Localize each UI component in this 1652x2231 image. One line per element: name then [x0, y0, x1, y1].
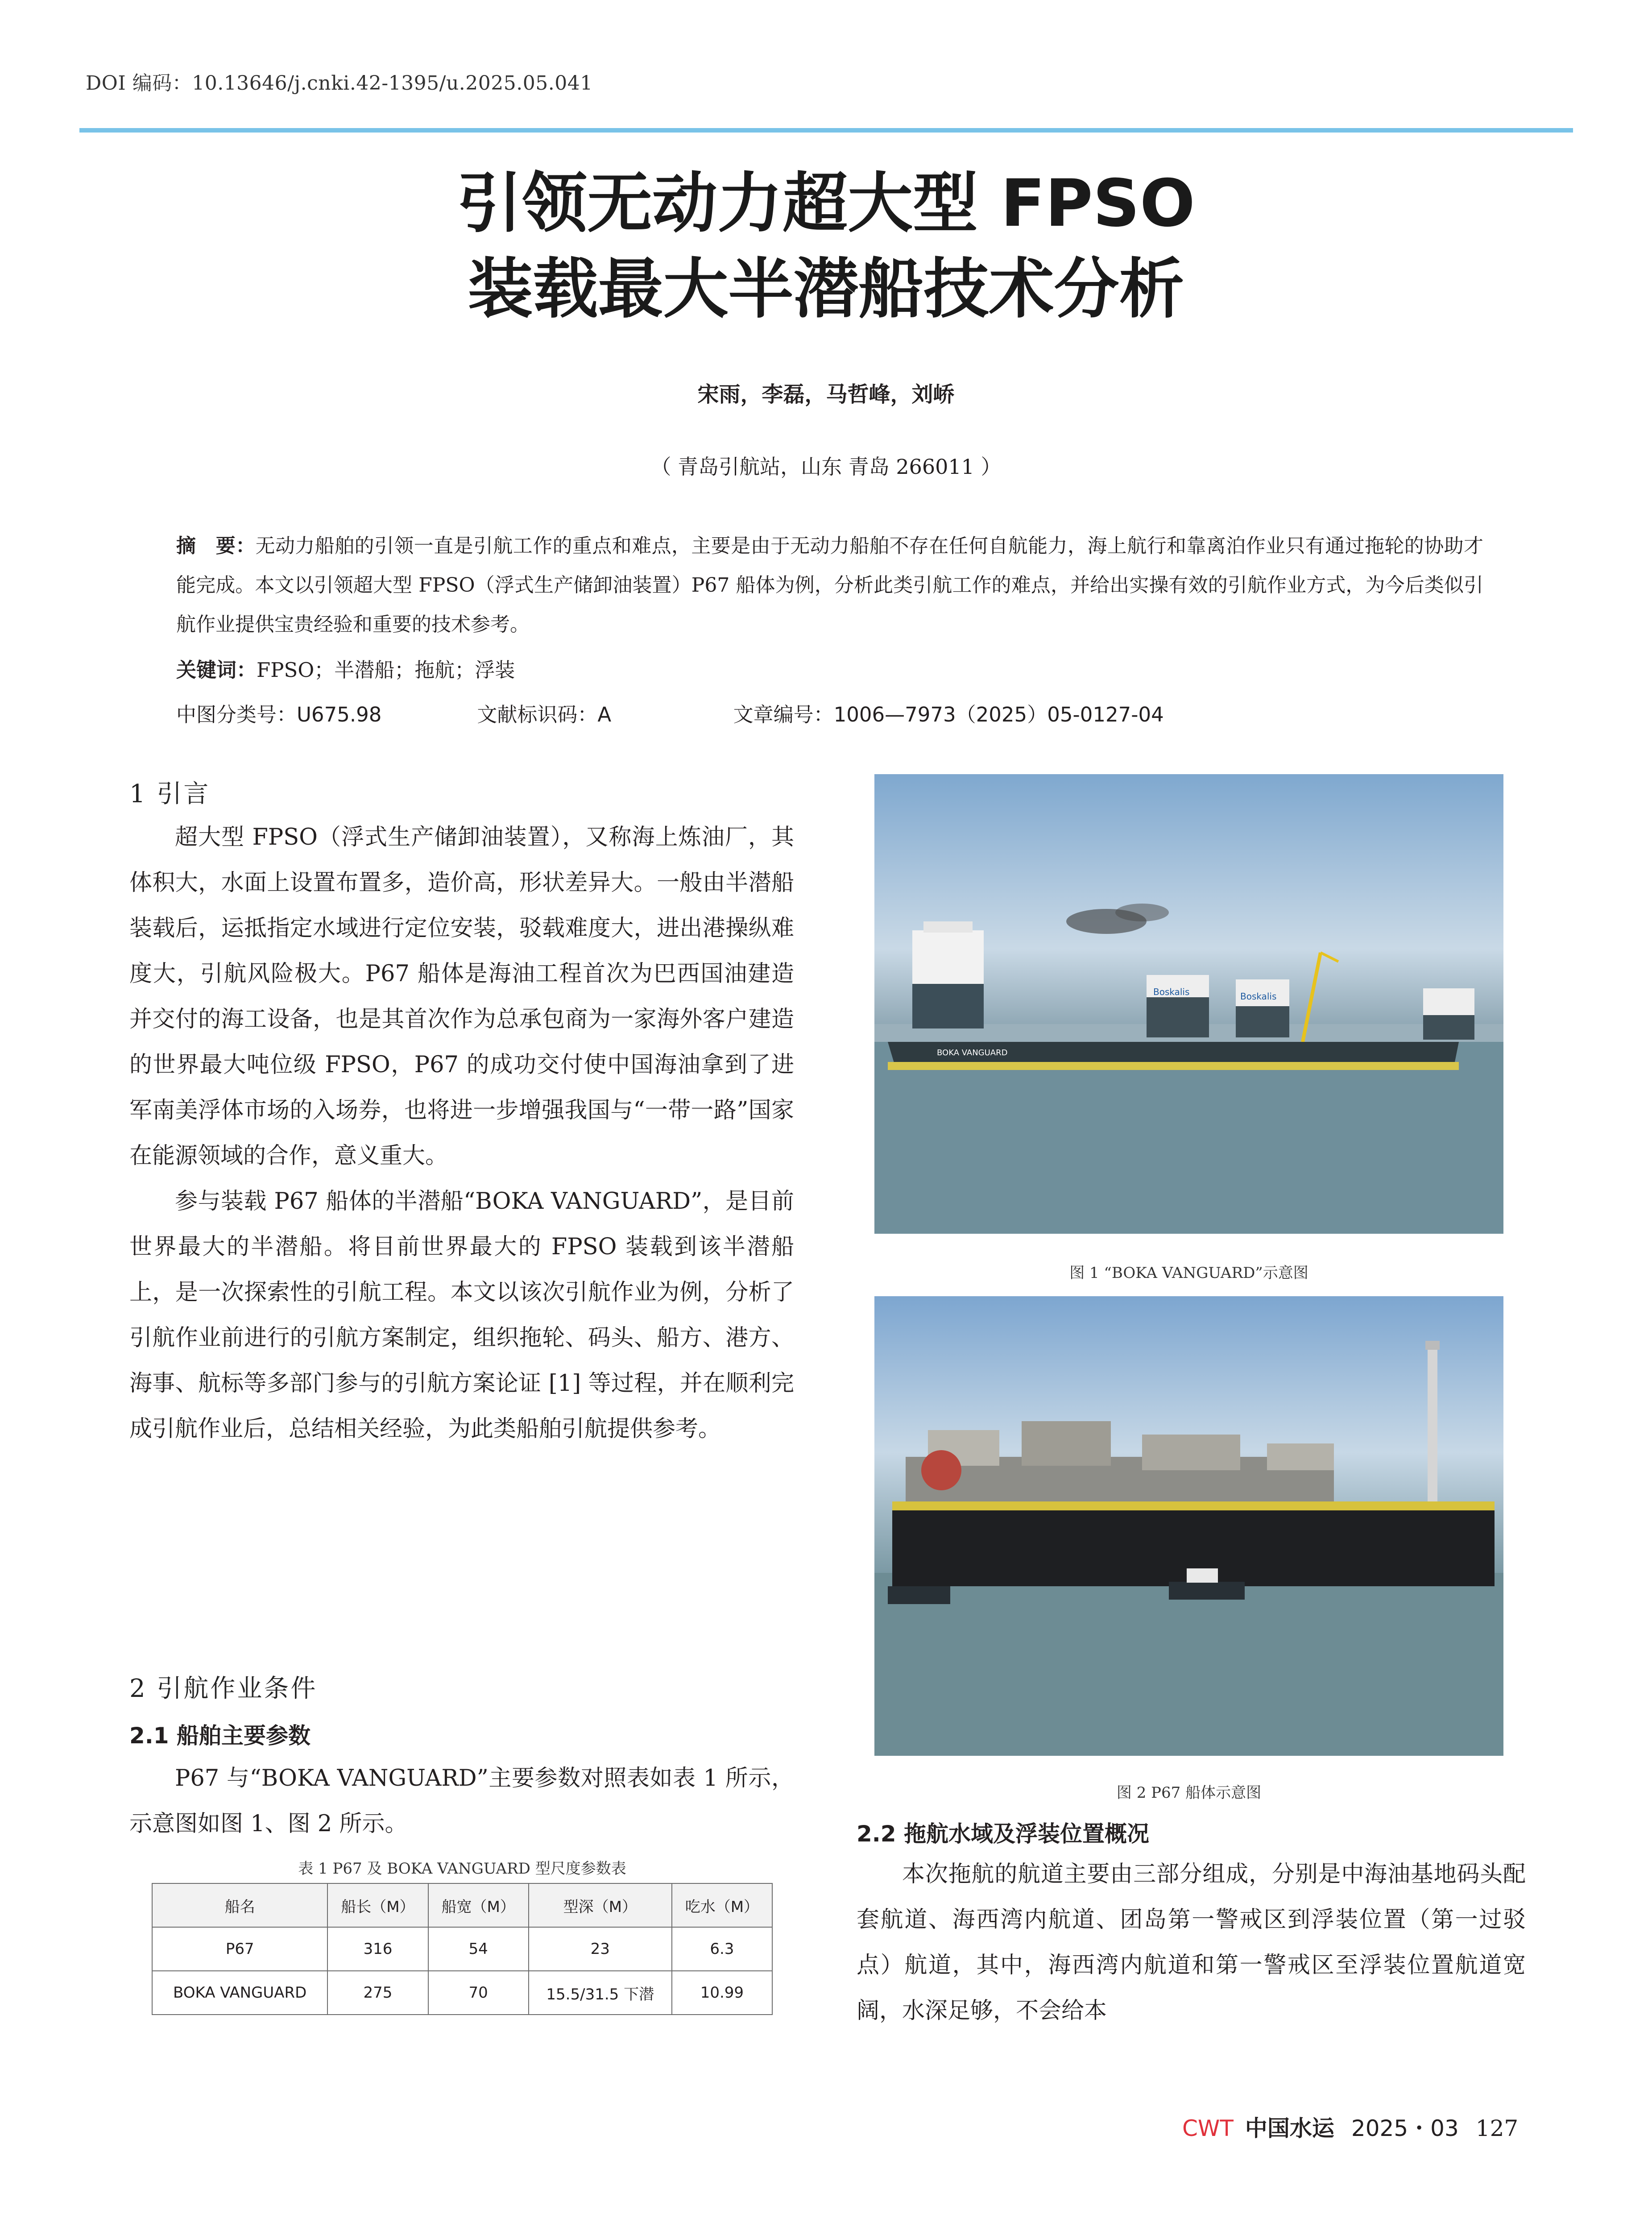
document-code: 文献标识码：A — [477, 703, 612, 726]
paragraph: P67 与“BOKA VANGUARD”主要参数对照表如表 1 所示，示意图如图 1、图 2 所示。 — [129, 1765, 794, 1837]
table-cell: 316 — [327, 1927, 428, 1971]
abstract — [176, 527, 1483, 644]
page-footer — [1182, 2111, 1518, 2143]
table-row — [152, 1927, 772, 1971]
figure-2-caption: 图 2 P67 船体示意图 — [1116, 1784, 1262, 1802]
clc-number: 中图分类号：U675.98 — [176, 703, 382, 726]
authors: 宋雨，李磊，马哲峰，刘峤 — [697, 382, 955, 407]
page-number: 127 — [1475, 2115, 1519, 2141]
abstract-text: 无动力船舶的引领一直是引航工作的重点和难点，主要是由于无动力船舶不存在任何自航能力，海上航行和靠离泊作业只有通过拖轮的协助才能完成。本文以引领超大型 FPSO（浮式生产储卸油装置）P67 船体为例，分析此类引航工作的难点，并给出实操有效的引航作业方式，为今后类似引航作业提供宝贵经验和重要的技术参考。 — [176, 535, 1484, 636]
keywords — [176, 654, 515, 683]
table-1-caption: 表 1 P67 及 BOKA VANGUARD 型尺度参数表 — [298, 1860, 626, 1878]
header-cell: 船名 — [152, 1883, 327, 1927]
table-cell: 54 — [428, 1927, 529, 1971]
table-cell: 70 — [428, 1971, 529, 2015]
table-cell: 10.99 — [672, 1971, 772, 2015]
figure-1-photo — [874, 774, 1503, 1234]
article-number: 文章编号：1006—7973（2025）05-0127-04 — [733, 703, 1164, 726]
section-2-heading: 2 引航作业条件 — [129, 1674, 318, 1703]
subsection-2-2-heading: 2.2 拖航水域及浮装位置概况 — [857, 1821, 1149, 1847]
table-cell: 6.3 — [672, 1927, 772, 1971]
figure-1-caption: 图 1 “BOKA VANGUARD”示意图 — [1069, 1264, 1308, 1282]
keywords-text: FPSO；半潜船；拖航；浮装 — [257, 658, 515, 682]
subsection-2-1-heading: 2.1 船舶主要参数 — [129, 1723, 311, 1749]
table-cell: 275 — [327, 1971, 428, 2015]
section-1-heading: 1 引言 — [129, 780, 211, 809]
boskalis-logo-2: Boskalis — [1240, 991, 1277, 1002]
title-line-2: 装载最大半潜船技术分析 — [468, 251, 1184, 327]
table-cell: BOKA VANGUARD — [152, 1971, 327, 2015]
abstract-label: 摘 要： — [176, 535, 256, 557]
header-cell: 船长（M） — [327, 1883, 428, 1927]
classification — [176, 698, 1164, 727]
doi-line: DOI 编码：10.13646/j.cnki.42-1395/u.2025.05.041 — [86, 72, 593, 95]
paragraph: 参与装载 P67 船体的半潜船“BOKA VANGUARD”，是目前世界最大的半潜船。将目前世界最大的 FPSO 装载到该半潜船上，是一次探索性的引航工程。本文以该次引航作业为例，分析了引航作业前进行的引航方案制定，组织拖轮、码头、船方、港方、海事、航标等多部门参与的引航方案论证 [1] 等过程，并在顺利完成引航作业后，总结相关经验，为此类船舶引航提供参考。 — [129, 1188, 794, 1442]
table-1 — [152, 1883, 773, 2015]
title-line-1: 引领无动力超大型 FPSO — [457, 166, 1195, 241]
subsection-2-2-body — [857, 1852, 1526, 2034]
table-row — [152, 1971, 772, 2015]
subsection-2-1-body — [129, 1756, 794, 1847]
table-cell: 15.5/31.5 下潜 — [529, 1971, 672, 2015]
table-cell: 23 — [529, 1927, 672, 1971]
header-cell: 型深（M） — [529, 1883, 672, 1927]
header-cell: 吃水（M） — [672, 1883, 772, 1927]
header-rule — [79, 128, 1573, 133]
keywords-label: 关键词： — [176, 658, 257, 682]
paper-title — [0, 161, 1652, 332]
boskalis-logo-1: Boskalis — [1153, 987, 1190, 997]
section-1-body — [129, 815, 794, 1452]
hull-name: BOKA VANGUARD — [937, 1048, 1008, 1057]
cwt-logo: CWT — [1182, 2115, 1234, 2141]
figure-2-photo — [874, 1296, 1503, 1756]
table-header-row — [152, 1883, 772, 1927]
semi-submersible-ship-illustration — [874, 774, 1503, 1234]
header-cell: 船宽（M） — [428, 1883, 529, 1927]
table-cell: P67 — [152, 1927, 327, 1971]
paragraph: 本次拖航的航道主要由三部分组成，分别是中海油基地码头配套航道、海西湾内航道、团岛第一警戒区到浮装位置（第一过驳点）航道，其中，海西湾内航道和第一警戒区至浮装位置航道宽阔，水深足够，不会给本 — [857, 1861, 1526, 2024]
fpso-hull-illustration — [874, 1296, 1503, 1756]
paragraph: 超大型 FPSO（浮式生产储卸油装置），又称海上炼油厂，其体积大，水面上设置布置多，造价高，形状差异大。一般由半潜船装载后，运抵指定水域进行定位安装，驳载难度大，进出港操纵难度大，引航风险极大。P67 船体是海油工程首次为巴西国油建造并交付的海工设备，也是其首次作为总承包商为一家海外客户建造的世界最大吨位级 FPSO，P67 的成功交付使中国海油拿到了进军南美浮体市场的入场券，也将进一步增强我国与“一带一路”国家在能源领域的合作，意义重大。 — [129, 824, 794, 1169]
magazine-name: 中国水运 — [1245, 2115, 1334, 2141]
issue-number: 2025・03 — [1351, 2115, 1459, 2141]
affiliation: （ 青岛引航站，山东 青岛 266011 ） — [650, 455, 1002, 479]
